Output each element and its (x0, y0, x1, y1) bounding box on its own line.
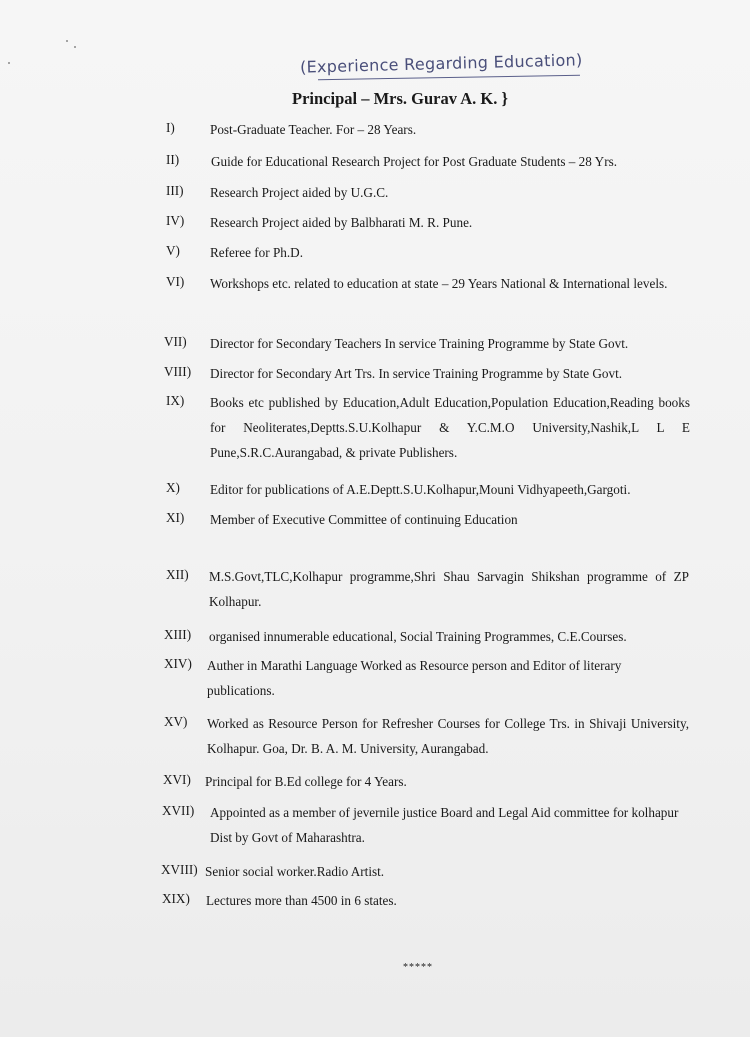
item-number: VII) (164, 334, 187, 349)
item-number: XV) (164, 714, 188, 729)
item-text: Workshops etc. related to education at state – 29 Years National & International levels. (210, 276, 668, 291)
item-text: Guide for Educational Research Project for Post Graduate Students – 28 Yrs. (211, 154, 618, 169)
item-number: V) (166, 243, 180, 258)
item-text: Director for Secondary Teachers In service Training Programme by State Govt. (210, 336, 629, 351)
item-text: Post-Graduate Teacher. For – 28 Years. (210, 122, 417, 137)
item-number: VIII) (164, 364, 192, 379)
item-text: Lectures more than 4500 in 6 states. (206, 893, 397, 908)
scan-speck (74, 46, 76, 48)
item-number: VI) (166, 274, 185, 289)
closing-stars: ***** (403, 962, 433, 973)
item-text: Principal for B.Ed college for 4 Years. (205, 774, 407, 789)
item-number: XIX) (162, 891, 190, 906)
item-text: Books etc published by Education,Adult Education,Population Education,Reading books for Neoliterates,Deptts.S.U.Kolhapur & Y.C.M.O University,Nashik,L L E Pune,S.R.C.Aurangabad, & private Publishers. (210, 395, 690, 460)
item-text: organised innumerable educational, Social Training Programmes, C.E.Courses. (209, 629, 627, 644)
item-text: M.S.Govt,TLC,Kolhapur programme,Shri Shau Sarvagin Shikshan programme of ZP Kolhapur. (209, 569, 689, 609)
item-number: I) (166, 120, 175, 135)
item-number: XIV) (164, 656, 192, 671)
item-number: XII) (166, 567, 189, 582)
item-text: Research Project aided by Balbharati M. R. Pune. (210, 215, 473, 230)
item-number: XIII) (164, 627, 192, 642)
item-number: IV) (166, 213, 185, 228)
item-text: Referee for Ph.D. (210, 245, 304, 260)
item-number: X) (166, 480, 180, 495)
item-number: XVI) (163, 772, 191, 787)
item-number: XI) (166, 510, 185, 525)
item-text: Research Project aided by U.G.C. (210, 185, 389, 200)
item-number: XVIII) (161, 862, 198, 877)
item-text: Editor for publications of A.E.Deptt.S.U.Kolhapur,Mouni Vidhyapeeth,Gargoti. (210, 482, 631, 497)
item-text: Senior social worker.Radio Artist. (205, 864, 385, 879)
item-number: XVII) (162, 803, 195, 818)
handwritten-underline (318, 75, 580, 81)
item-text: Director for Secondary Art Trs. In service Training Programme by State Govt. (210, 366, 623, 381)
handwritten-note: (Experience Regarding Education) (299, 50, 583, 77)
item-text: Worked as Resource Person for Refresher Courses for College Trs. in Shivaji University, Kolhapur. Goa, Dr. B. A. M. University, Aurangabad. (207, 716, 689, 756)
item-number: II) (166, 152, 180, 167)
document-title: Principal – Mrs. Gurav A. K. } (292, 89, 508, 108)
item-text: Appointed as a member of jevernile justice Board and Legal Aid committee for kolhapur Dist by Govt of Maharashtra. (210, 805, 679, 845)
item-text: Auther in Marathi Language Worked as Resource person and Editor of literary publications. (207, 658, 622, 698)
item-text: Member of Executive Committee of continuing Education (210, 512, 518, 527)
scan-speck (8, 62, 10, 64)
item-number: III) (166, 183, 184, 198)
scan-speck (66, 40, 68, 42)
item-number: IX) (166, 393, 185, 408)
